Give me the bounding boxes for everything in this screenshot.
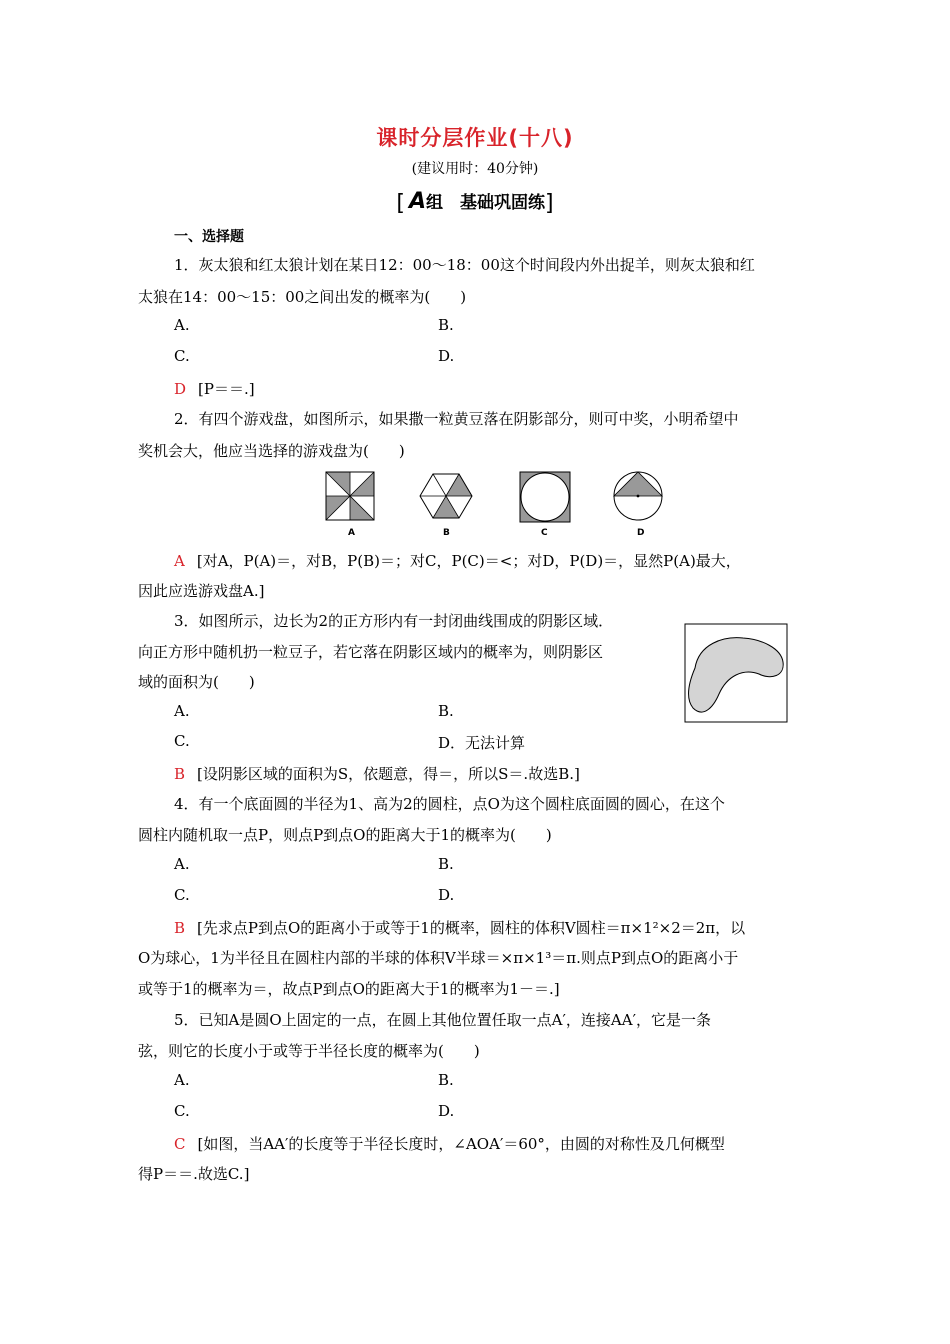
- q5-answer-text: [如图，当AA′的长度等于半径长度时，∠AOA′＝60°，由圆的对称性及几何概型: [197, 1135, 725, 1153]
- q2-line2: 奖机会大，他应当选择的游戏盘为( ): [138, 442, 405, 460]
- q1-answer: [174, 378, 850, 399]
- board-b: [420, 474, 472, 518]
- q3-line1: 3．如图所示，边长为2的正方形内有一封闭曲线围成的阴影区域．: [174, 612, 614, 630]
- q1-answer-text: [P＝＝.]: [198, 380, 255, 398]
- q1-answer-letter: D: [174, 380, 187, 398]
- q5-line1: 5．已知A是圆O上固定的一点，在圆上其他位置任取一点A′，连接AA′，它是一条: [174, 1011, 711, 1029]
- page-title: 课时分层作业(十八): [376, 126, 574, 150]
- q1-option-a: A.: [174, 316, 190, 334]
- q4-answer-text: [先求点P到点O的距离小于或等于1的概率，圆柱的体积V圆柱＝π×1²×2＝2π，以: [197, 919, 746, 937]
- q5-line2: 弦，则它的长度小于或等于半径长度的概率为( ): [138, 1042, 480, 1060]
- q4-answer-line2: O为球心，1为半径且在圆柱内部的半球的体积V半球＝×π×1³＝π.则点P到点O的距离小于: [138, 949, 739, 967]
- q4-option-c: C.: [174, 886, 190, 904]
- board-label-b: B: [443, 528, 450, 538]
- q1-option-b: B.: [438, 316, 454, 334]
- shaded-region-figure: [683, 622, 789, 724]
- q4-answer-line1: [174, 917, 850, 938]
- q4-line2: 圆柱内随机取一点P，则点P到点O的距离大于1的概率为( ): [138, 826, 552, 844]
- q5-answer-line2: 得P＝＝.故选C.]: [138, 1165, 250, 1183]
- section-heading: 一、选择题: [174, 229, 244, 245]
- q2-answer-text: [对A，P(A)＝，对B，P(B)＝；对C，P(C)＝<；对D，P(D)＝，显然P(A)最大，: [196, 552, 741, 570]
- q1-option-c: C.: [174, 347, 190, 365]
- page-subtitle: (建议用时：40分钟): [411, 161, 539, 177]
- q5-option-d: D.: [438, 1102, 455, 1120]
- q2-line1: 2．有四个游戏盘，如图所示，如果撒一粒黄豆落在阴影部分，则可中奖，小明希望中: [174, 410, 739, 428]
- q5-answer-line1: [174, 1133, 850, 1154]
- q4-option-a: A.: [174, 855, 190, 873]
- q1-line2: 太狼在14：00～15：00之间出发的概率为( ): [138, 288, 467, 306]
- q2-answer-line2: 因此应选游戏盘A.]: [138, 582, 265, 600]
- game-board-figure: [320, 466, 670, 542]
- q1-option-d: D.: [438, 347, 455, 365]
- group-label: 组 基础巩固练: [426, 193, 546, 213]
- q3-option-c: C.: [174, 732, 190, 750]
- q3-line2: 向正方形中随机扔一粒豆子，若它落在阴影区域内的概率为，则阴影区: [138, 643, 604, 661]
- q2-answer-line1: [174, 550, 850, 571]
- q3-answer-letter: B: [174, 765, 186, 783]
- q5-option-a: A.: [174, 1071, 190, 1089]
- q5-answer-letter: C: [174, 1135, 186, 1153]
- group-letter: A: [408, 189, 427, 214]
- board-label-a: A: [348, 528, 355, 538]
- q4-line1: 4．有一个底面圆的半径为1、高为2的圆柱，点O为这个圆柱底面圆的圆心，在这个: [174, 795, 725, 813]
- group-heading: [ A组 基础巩固练]: [396, 189, 554, 216]
- q4-option-d: D.: [438, 886, 455, 904]
- q3-option-d: D．无法计算: [438, 734, 526, 752]
- q3-answer-text: [设阴影区域的面积为S，依题意，得＝，所以S＝.故选B.]: [197, 765, 580, 783]
- q5-option-c: C.: [174, 1102, 190, 1120]
- board-d: [614, 472, 662, 520]
- q3-line3: 域的面积为( ): [138, 673, 255, 691]
- board-label-d: D: [637, 528, 645, 538]
- q3-option-b: B.: [438, 702, 454, 720]
- q4-answer-letter: B: [174, 919, 186, 937]
- q3-answer: [174, 763, 850, 784]
- q2-answer-letter: A: [174, 552, 185, 570]
- q3-option-a: A.: [174, 702, 190, 720]
- board-a: [326, 472, 374, 520]
- board-label-c: C: [541, 528, 548, 538]
- board-c: [520, 472, 570, 522]
- q4-option-b: B.: [438, 855, 454, 873]
- q5-option-b: B.: [438, 1071, 454, 1089]
- q1-line1: 1．灰太狼和红太狼计划在某日12：00～18：00这个时间段内外出捉羊，则灰太狼和红: [174, 256, 755, 274]
- q4-answer-line3: 或等于1的概率为＝，故点P到点O的距离大于1的概率为1－＝.]: [138, 980, 560, 998]
